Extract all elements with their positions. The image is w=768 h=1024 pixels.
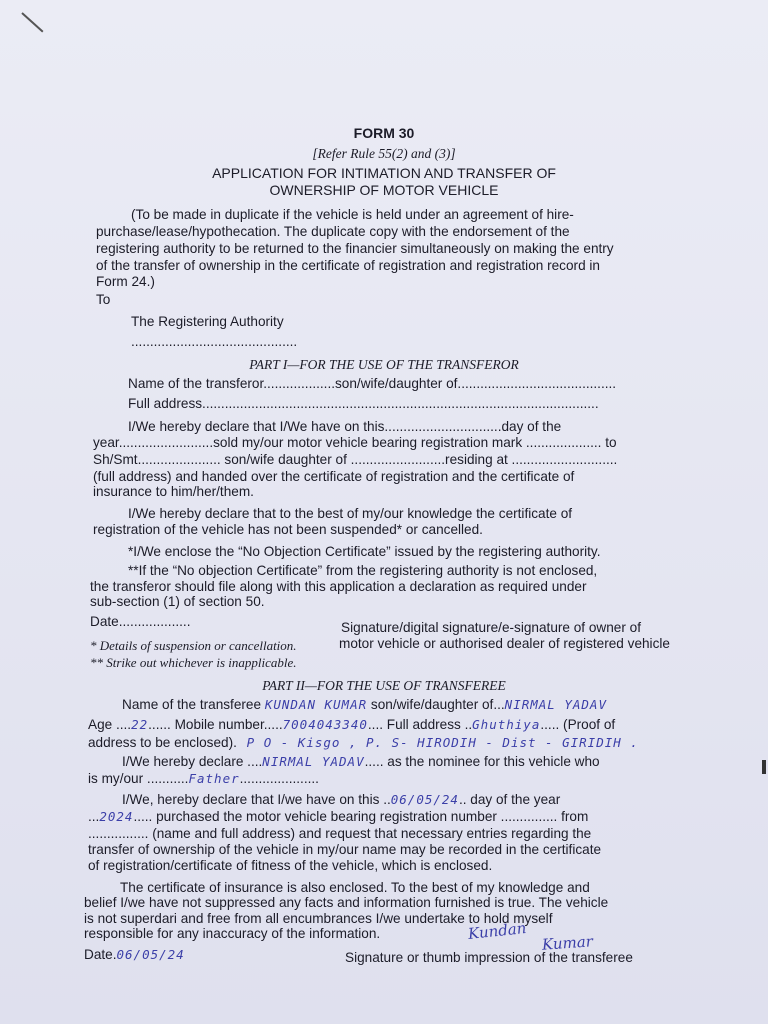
handwritten-age: 22: [131, 717, 149, 732]
suspension-declaration: I/We hereby declare that to the best of my/our knowledge the certificate of: [128, 506, 573, 521]
transferee-name-line: Name of the transferee KUNDAN KUMAR son/wife/daughter of...NIRMAL YADAV: [122, 697, 607, 712]
intro-line: purchase/lease/hypothecation. The duplicate copy with the endorsement of the: [96, 224, 570, 239]
handwritten-signature-first: Kundan: [467, 918, 528, 944]
handwritten-father-name: NIRMAL YADAV: [504, 697, 607, 712]
sale-declaration-line: insurance to him/her/them.: [93, 484, 254, 499]
purchase-year-line: ...2024..... purchased the motor vehicle bearing registration number ............... from: [88, 809, 589, 824]
handwritten-purchase-date: 06/05/24: [390, 792, 459, 807]
noc-note-line: the transferor should file along with this application a declaration as required under: [90, 579, 587, 594]
transferor-name-line: Name of the transferor...................son/wife/daughter of..........................................: [128, 376, 617, 391]
insurance-line: belief I/we have not suppressed any facts and information furnished is true. The vehicle: [84, 895, 609, 910]
footnote-strike: ** Strike out whichever is inapplicable.: [90, 655, 297, 670]
nominee-line: I/We hereby declare ....NIRMAL YADAV..... as the nominee for this vehicle who: [122, 754, 600, 769]
scan-edge-mark: [762, 760, 766, 774]
request-line: transfer of ownership of the vehicle in my/our name may be recorded in the certificate: [88, 842, 602, 857]
authority-blank: ............................................: [131, 334, 298, 349]
address-proof-line: address to be enclosed). P O - Kisgo , P. S- HIRODIH - Dist - GIRIDIH .: [88, 735, 639, 750]
intro-line: (To be made in duplicate if the vehicle is held under an agreement of hire-: [131, 207, 574, 222]
sale-declaration-line: (full address) and handed over the certificate of registration and the certificate of: [93, 469, 575, 484]
handwritten-nominee: NIRMAL YADAV: [262, 754, 365, 769]
suspension-declaration: registration of the vehicle has not been suspended* or cancelled.: [93, 522, 483, 537]
sale-declaration-line: I/We hereby declare that I/We have on this...............................day of the: [128, 419, 562, 434]
transferee-date-line: Date.06/05/24: [84, 947, 185, 962]
relation-line: is my/our ...........Father.....................: [88, 771, 319, 786]
owner-signature-label: Signature/digital signature/e-signature of owner of: [341, 620, 641, 635]
transferee-signature-label: Signature or thumb impression of the transferee: [345, 950, 633, 965]
noc-enclosed-line: *I/We enclose the “No Objection Certificate” issued by the registering authority.: [128, 544, 601, 559]
intro-line: registering authority to be returned to the financier simultaneously on making the entry: [96, 241, 614, 256]
request-line: of registration/certificate of fitness of the vehicle, which is enclosed.: [88, 858, 493, 873]
handwritten-signature-last: Kumar: [541, 932, 594, 954]
rule-reference: [Refer Rule 55(2) and (3)]: [312, 146, 456, 161]
authority-label: The Registering Authority: [131, 314, 284, 329]
to-label: To: [96, 292, 111, 307]
heading-line-1: APPLICATION FOR INTIMATION AND TRANSFER OF: [212, 165, 556, 181]
handwritten-year: 2024: [99, 809, 134, 824]
handwritten-transferee-name: KUNDAN KUMAR: [264, 697, 368, 712]
scan-mark: [21, 12, 43, 32]
purchase-declaration-line: I/We, hereby declare that I/we have on this ..06/05/24.. day of the year: [122, 792, 561, 807]
footnote-suspension: * Details of suspension or cancellation.: [90, 638, 297, 653]
sale-declaration-line: year.........................sold my/our motor vehicle bearing registration mark .................... to: [93, 435, 617, 450]
sale-declaration-line: Sh/Smt...................... son/wife daughter of .........................residing at ............................: [93, 452, 618, 467]
age-mobile-line: Age ....22...... Mobile number.....7004043340.... Full address ..Ghuthiya..... (Proof of: [88, 717, 616, 732]
part1-title: PART I—FOR THE USE OF THE TRANSFEROR: [249, 357, 519, 372]
form-title: FORM 30: [353, 125, 415, 141]
request-line: ................ (name and full address) and request that necessary entries regarding the: [88, 826, 592, 841]
part2-title: PART II—FOR THE USE OF TRANSFEREE: [262, 678, 506, 693]
intro-line: Form 24.): [96, 274, 155, 289]
transferor-address-line: Full address.........................................................................................................: [128, 396, 599, 411]
handwritten-sign-date: 06/05/24: [116, 947, 185, 962]
handwritten-address-short: Ghuthiya: [472, 717, 541, 732]
noc-note-line: **If the “No objection Certificate” from the registering authority is not enclosed,: [128, 563, 598, 578]
insurance-line: is not superdari and free from all encumbrances I/we undertake to hold myself: [84, 911, 553, 926]
insurance-line: The certificate of insurance is also enclosed. To the best of my knowledge and: [120, 880, 590, 895]
heading-line-2: OWNERSHIP OF MOTOR VEHICLE: [269, 182, 499, 198]
transferor-date-label: Date...................: [90, 614, 191, 629]
owner-signature-label: motor vehicle or authorised dealer of registered vehicle: [339, 636, 670, 651]
noc-note-line: sub-section (1) of section 50.: [90, 594, 265, 609]
handwritten-full-address: P O - Kisgo , P. S- HIRODIH - Dist - GIRIDIH .: [246, 735, 639, 750]
intro-line: of the transfer of ownership in the certificate of registration and registration record in: [96, 258, 600, 273]
insurance-line: responsible for any inaccuracy of the information.: [84, 926, 381, 941]
handwritten-mobile: 7004043340: [282, 717, 368, 732]
handwritten-relation: Father: [188, 771, 240, 786]
